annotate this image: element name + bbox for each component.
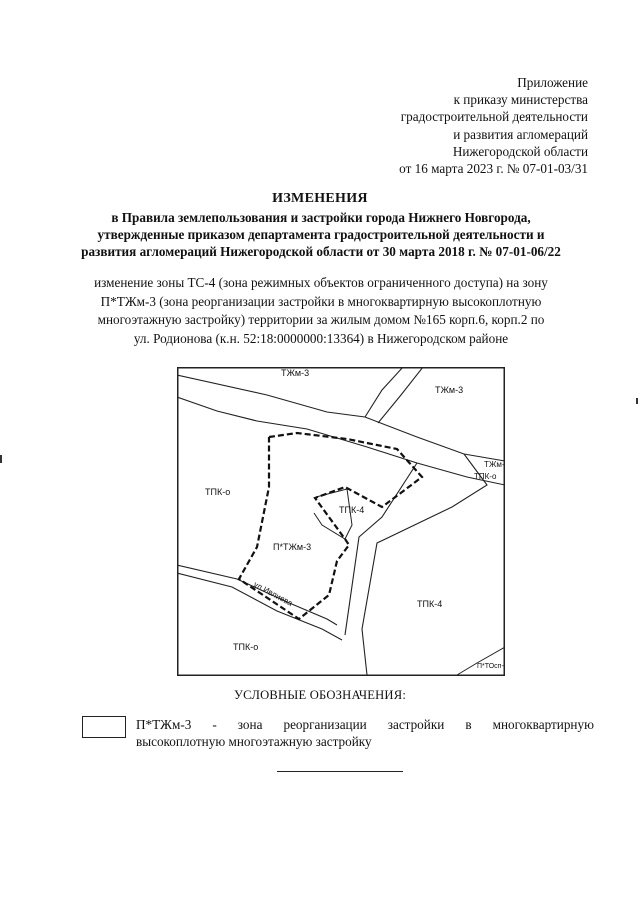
map-label: ТПК-4 [417,599,443,609]
subtitle-line: развития агломераций Нижегородской области от 30 марта 2018 г. № 07-01-06/22 [81,243,561,259]
zoning-map [177,367,505,676]
map-label: ТЖм-3 [435,385,464,395]
legend-line [136,716,594,733]
change-line: многоэтажную застройку) территории за жилым домом №165 корп.6, корп.2 по [97,312,545,328]
legend-line: высокоплотную многоэтажную застройку [136,734,372,749]
appendix-line: Нижегородской области [452,143,588,159]
scan-mark [636,398,638,404]
change-line: изменение зоны ТС-4 (зона режимных объектов ограниченного доступа) на зону [94,275,548,290]
scan-mark [0,455,2,463]
appendix-line: к приказу министерства [453,92,588,108]
change-description [40,274,602,348]
street-label: ул.Ивлиева [252,579,295,608]
map-label: ТПК-о [474,472,497,481]
legend-word: реорганизации [283,717,367,732]
map-label: ТЖм- [484,460,505,469]
appendix-line: от 16 марта 2023 г. № 07-01-03/31 [399,161,588,177]
map-label: П*ТОсп- [477,663,504,670]
map-label: ТЖм-3 [281,368,310,378]
map-label: ТПК-4 [339,505,365,515]
subtitle-line: утвержденные приказом департамента градостроительной деятельности и [97,226,545,242]
appendix-line: и развития агломераций [453,126,588,142]
change-line: П*ТЖм-3 (зона реорганизации застройки в многоквартирную высокоплотную [100,293,542,309]
map-label: П*ТЖм-3 [273,542,312,552]
legend-word: в [465,717,472,732]
legend-description [136,716,594,750]
legend-word: многоквартирную [492,717,594,732]
legend-word: П*ТЖм-3 [136,717,192,732]
subtitle-line: в Правила землепользования и застройки города Нижнего Новгорода, [111,210,531,225]
legend-swatch [82,716,126,738]
appendix-line: Приложение [517,75,588,90]
legend-word: - [212,717,217,732]
map-label: ТПК-о [205,487,231,497]
appendix-header [399,74,588,177]
map-label: ТПК-о [233,642,259,652]
legend-title: УСЛОВНЫЕ ОБОЗНАЧЕНИЯ: [233,688,407,702]
document-subtitle [30,210,612,260]
change-line: ул. Родионова (к.н. 52:18:0000000:13364) в Нижегородском районе [133,330,509,346]
appendix-line: градостроительной деятельности [400,109,588,125]
legend-word: застройки [387,717,445,732]
divider-line [277,771,403,772]
document-title: ИЗМЕНЕНИЯ [272,191,368,206]
legend-word: зона [237,717,263,732]
